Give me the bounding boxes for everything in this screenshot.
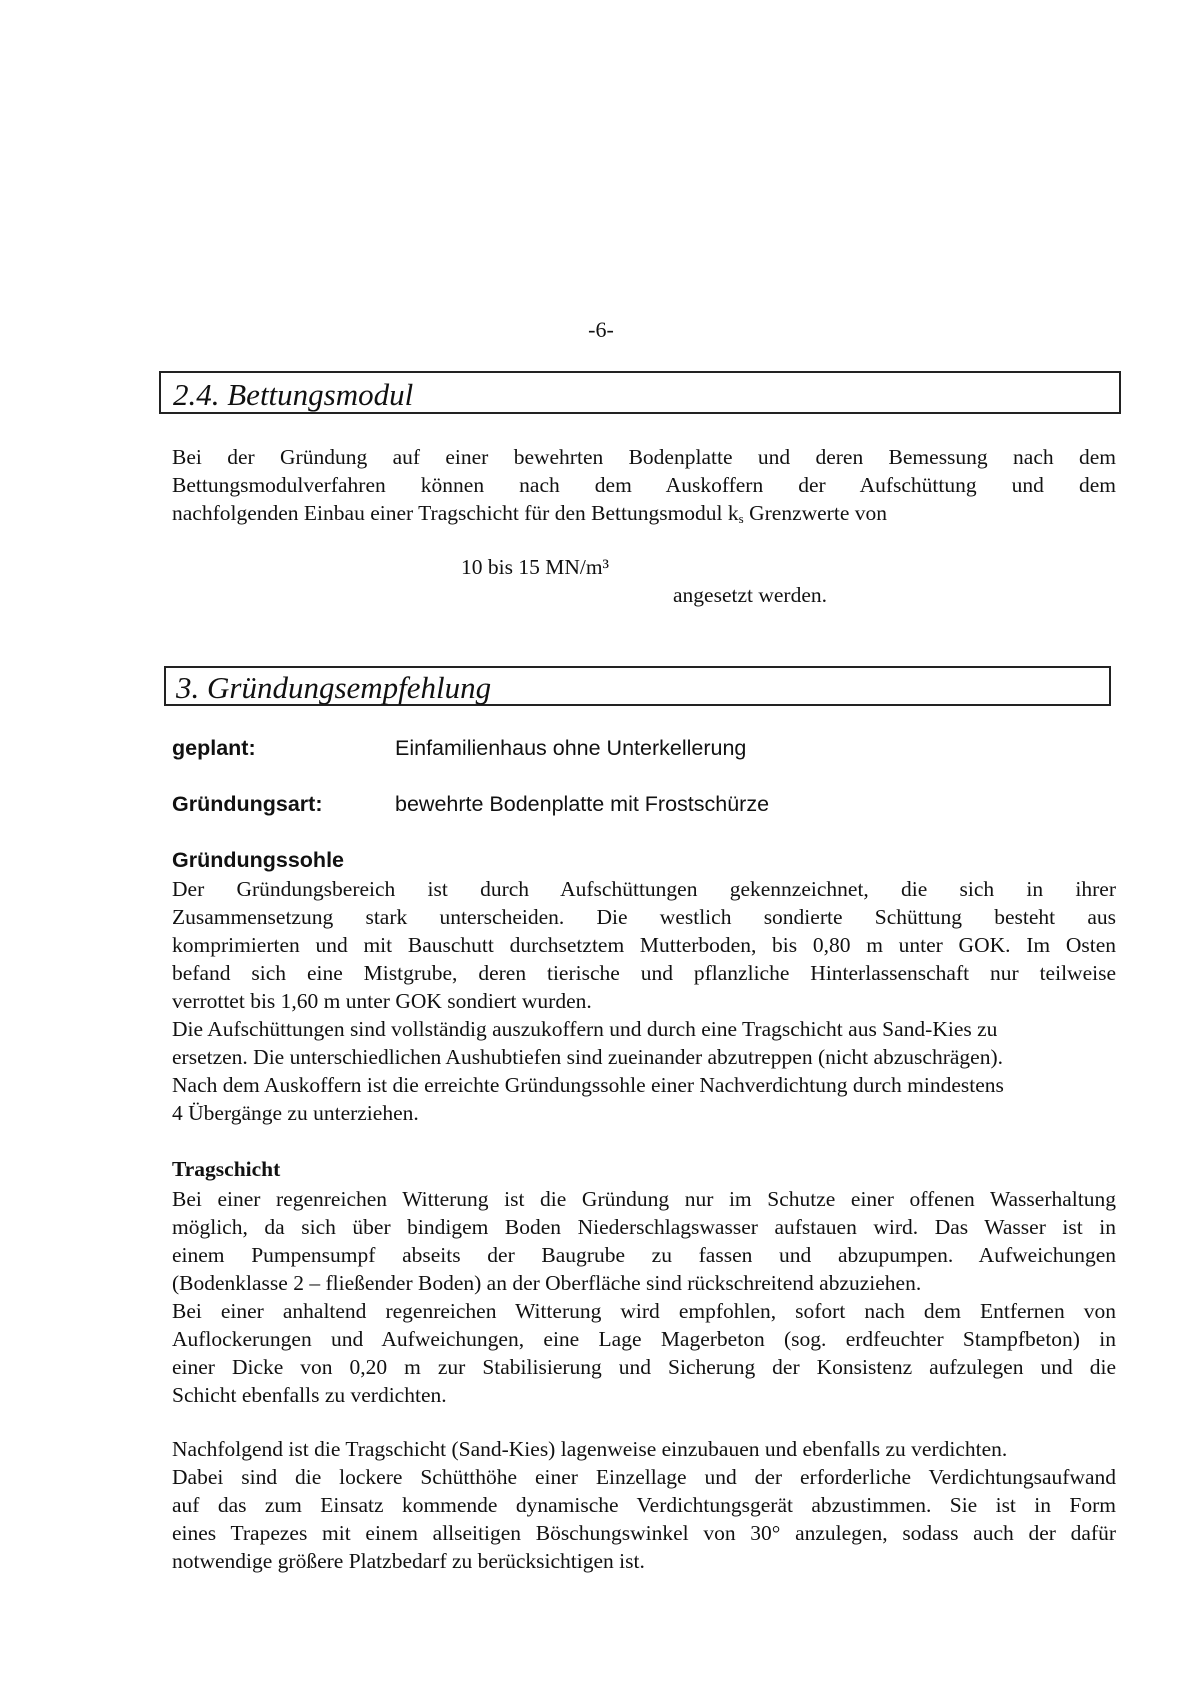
paragraph-gruendungssohle (172, 875, 1116, 1127)
text-fragment: nachfolgenden Einbau einer Tragschicht für den Bettungsmodul k (172, 501, 739, 525)
section-heading-box-bettungsmodul (159, 371, 1121, 414)
text-line: befand sich eine Mistgrube, deren tierische und pflanzliche Hinterlassenschaft nur teilweise (172, 961, 1116, 985)
text-line: einem Pumpensumpf abseits der Baugrube zu fassen und abzupumpen. Aufweichungen (172, 1243, 1116, 1267)
text-line: notwendige größere Platzbedarf zu berücksichtigen ist. (172, 1549, 645, 1573)
text-fragment: Grenzwerte von (743, 501, 887, 525)
paragraph-tragschicht (172, 1185, 1116, 1409)
subsection-title: Gründungssohle (172, 848, 344, 872)
section-heading: 3. Gründungsempfehlung (176, 670, 492, 705)
paragraph-tragschicht-einbau (172, 1435, 1116, 1575)
text-line: verrottet bis 1,60 m unter GOK sondiert wurden. (172, 989, 592, 1013)
text-line: möglich, da sich über bindigem Boden Niederschlagswasser aufstauen wird. Das Wasser ist in (172, 1215, 1116, 1239)
text-line: Der Gründungsbereich ist durch Aufschüttungen gekennzeichnet, die sich in ihrer (172, 877, 1116, 901)
section-heading: 2.4. Bettungsmodul (173, 377, 414, 412)
modulus-value-suffix: angesetzt werden. (673, 583, 828, 607)
text-line: Bei der Gründung auf einer bewehrten Bodenplatte und deren Bemessung nach dem (172, 445, 1116, 469)
text-line: auf das zum Einsatz kommende dynamische Verdichtungsgerät abzustimmen. Sie ist in Form (172, 1493, 1116, 1517)
subsection-title: Tragschicht (172, 1157, 281, 1181)
subscript: s (738, 511, 744, 526)
text-line: Bei einer anhaltend regenreichen Witterung wird empfohlen, sofort nach dem Entfernen von (172, 1299, 1116, 1323)
text-line: Dabei sind die lockere Schütthöhe einer Einzellage und der erforderliche Verdichtungsaufwand (172, 1465, 1116, 1489)
text-line: Nachfolgend ist die Tragschicht (Sand-Kies) lagenweise einzubauen und ebenfalls zu verdichten. (172, 1437, 1008, 1461)
text-line (172, 499, 1116, 533)
text-line: Bei einer regenreichen Witterung ist die Gründung nur im Schutze einer offenen Wasserhaltung (172, 1187, 1116, 1211)
definition-value: bewehrte Bodenplatte mit Frostschürze (395, 792, 770, 816)
definition-label: geplant: (172, 736, 256, 760)
modulus-value: 10 bis 15 MN/m³ (461, 555, 610, 579)
page-number: -6- (588, 317, 614, 342)
text-line: Zusammensetzung stark unterscheiden. Die westlich sondierte Schüttung besteht aus (172, 905, 1116, 929)
text-line: Bettungsmodulverfahren können nach dem Auskoffern der Aufschüttung und dem (172, 473, 1116, 497)
text-line: Die Aufschüttungen sind vollständig auszukoffern und durch eine Tragschicht aus Sand-Kies zu (172, 1017, 998, 1041)
text-line: 4 Übergänge zu unterziehen. (172, 1101, 419, 1125)
paragraph-bettungsmodul (172, 443, 1116, 533)
text-line: komprimierten und mit Bauschutt durchsetztem Mutterboden, bis 0,80 m unter GOK. Im Osten (172, 933, 1116, 957)
text-line: Auflockerungen und Aufweichungen, eine Lage Magerbeton (sog. erdfeuchter Stampfbeton) in (172, 1327, 1116, 1351)
definition-label: Gründungsart: (172, 792, 323, 816)
text-line: Schicht ebenfalls zu verdichten. (172, 1383, 447, 1407)
text-line: Nach dem Auskoffern ist die erreichte Gründungssohle einer Nachverdichtung durch mindestens (172, 1073, 1004, 1097)
text-line: ersetzen. Die unterschiedlichen Aushubtiefen sind zueinander abzutreppen (nicht abzuschrägen). (172, 1045, 1003, 1069)
text-line: (Bodenklasse 2 – fließender Boden) an der Oberfläche sind rückschreitend abzuziehen. (172, 1271, 922, 1295)
definition-value: Einfamilienhaus ohne Unterkellerung (395, 736, 747, 760)
section-heading-box-gruendungsempfehlung (164, 666, 1111, 706)
text-line: einer Dicke von 0,20 m zur Stabilisierung und Sicherung der Konsistenz aufzulegen und die (172, 1355, 1116, 1379)
text-line: eines Trapezes mit einem allseitigen Böschungswinkel von 30° anzulegen, sodass auch der dafür (172, 1521, 1116, 1545)
